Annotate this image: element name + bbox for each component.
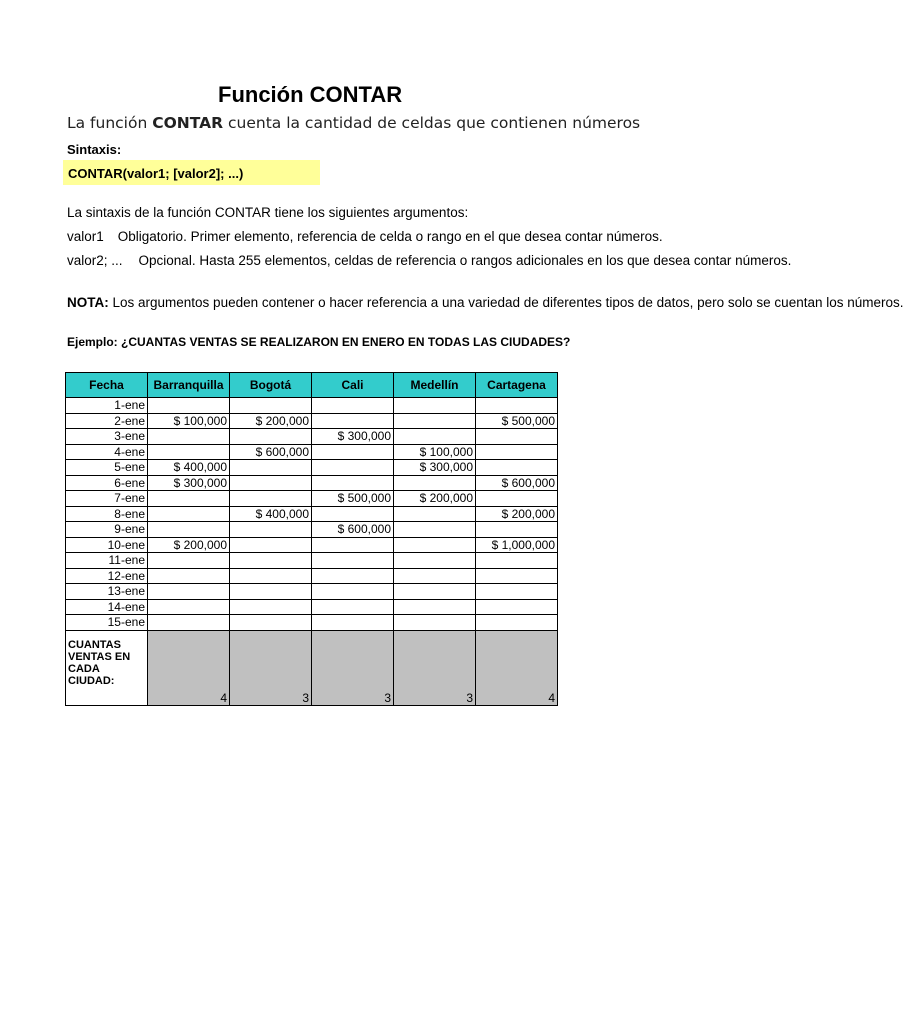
sales-cell[interactable] — [148, 553, 230, 569]
example-question: Ejemplo: ¿CUANTAS VENTAS SE REALIZARON EN ENERO EN TODAS LAS CIUDADES? — [67, 335, 571, 349]
table-row — [66, 491, 558, 507]
table-row — [66, 553, 558, 569]
totals-row — [66, 630, 558, 705]
sales-cell[interactable] — [312, 475, 394, 491]
totals-label: CUANTAS VENTAS EN CADA CIUDAD: — [66, 630, 148, 705]
date-cell[interactable]: 2-ene — [66, 413, 148, 429]
date-cell[interactable]: 11-ene — [66, 553, 148, 569]
sales-cell[interactable] — [394, 398, 476, 414]
sales-cell[interactable]: $ 400,000 — [148, 460, 230, 476]
sales-cell[interactable] — [476, 460, 558, 476]
header-medellin: Medellín — [394, 373, 476, 398]
sales-cell[interactable] — [312, 584, 394, 600]
date-cell[interactable]: 7-ene — [66, 491, 148, 507]
syntax-formula: CONTAR(valor1; [valor2]; ...) — [68, 166, 244, 181]
page-title: Función CONTAR — [218, 82, 403, 107]
sales-cell[interactable] — [230, 491, 312, 507]
sales-cell[interactable] — [230, 398, 312, 414]
sales-cell[interactable] — [394, 522, 476, 538]
sales-cell[interactable]: $ 600,000 — [312, 522, 394, 538]
sales-cell[interactable] — [148, 398, 230, 414]
sales-cell[interactable] — [394, 429, 476, 445]
date-cell[interactable]: 5-ene — [66, 460, 148, 476]
sales-cell[interactable]: $ 400,000 — [230, 506, 312, 522]
date-cell[interactable]: 14-ene — [66, 599, 148, 615]
sales-cell[interactable] — [476, 584, 558, 600]
date-cell[interactable]: 12-ene — [66, 568, 148, 584]
sales-cell[interactable]: $ 1,000,000 — [476, 537, 558, 553]
table-row — [66, 615, 558, 631]
sales-cell[interactable] — [476, 599, 558, 615]
sales-cell[interactable] — [312, 568, 394, 584]
sales-cell[interactable]: $ 500,000 — [476, 413, 558, 429]
count-cell[interactable]: 4 — [148, 630, 230, 705]
subtitle-pre: La función — [67, 114, 153, 132]
sales-cell[interactable] — [148, 615, 230, 631]
date-cell[interactable]: 13-ene — [66, 584, 148, 600]
sales-cell[interactable] — [394, 568, 476, 584]
sales-cell[interactable] — [476, 491, 558, 507]
table-row — [66, 522, 558, 538]
sales-cell[interactable] — [230, 568, 312, 584]
sales-cell[interactable] — [148, 568, 230, 584]
sales-cell[interactable] — [148, 522, 230, 538]
sales-cell[interactable]: $ 200,000 — [394, 491, 476, 507]
note-text: Los argumentos pueden contener o hacer referencia a una variedad de diferentes tipos de datos, pero solo se cuentan los números. — [108, 295, 904, 310]
sales-cell[interactable] — [312, 413, 394, 429]
sales-cell[interactable] — [312, 537, 394, 553]
header-barranquilla: Barranquilla — [148, 373, 230, 398]
sales-cell[interactable] — [476, 444, 558, 460]
sales-cell[interactable]: $ 300,000 — [394, 460, 476, 476]
date-cell[interactable]: 8-ene — [66, 506, 148, 522]
count-cell[interactable]: 3 — [394, 630, 476, 705]
sales-cell[interactable] — [148, 506, 230, 522]
note-label: NOTA: — [67, 295, 109, 310]
date-cell[interactable]: 9-ene — [66, 522, 148, 538]
date-cell[interactable]: 1-ene — [66, 398, 148, 414]
header-bogota: Bogotá — [230, 373, 312, 398]
table-row — [66, 568, 558, 584]
sales-cell[interactable] — [230, 584, 312, 600]
sales-cell[interactable]: $ 200,000 — [148, 537, 230, 553]
sales-cell[interactable] — [394, 475, 476, 491]
sales-cell[interactable]: $ 200,000 — [476, 506, 558, 522]
sales-cell[interactable]: $ 600,000 — [230, 444, 312, 460]
sales-cell[interactable] — [476, 553, 558, 569]
sales-cell[interactable] — [476, 522, 558, 538]
date-cell[interactable]: 6-ene — [66, 475, 148, 491]
sales-cell[interactable] — [312, 506, 394, 522]
sales-cell[interactable] — [148, 584, 230, 600]
subtitle-bold: CONTAR — [152, 114, 224, 132]
table-row — [66, 599, 558, 615]
sales-cell[interactable] — [230, 537, 312, 553]
arg1-name: valor1 — [67, 229, 104, 244]
sales-cell[interactable] — [312, 615, 394, 631]
sales-cell[interactable] — [312, 398, 394, 414]
table-row — [66, 584, 558, 600]
sales-cell[interactable] — [148, 429, 230, 445]
sales-cell[interactable] — [394, 584, 476, 600]
sales-cell[interactable] — [476, 398, 558, 414]
count-cell[interactable]: 3 — [230, 630, 312, 705]
note-line — [67, 295, 904, 310]
sales-cell[interactable] — [312, 599, 394, 615]
date-cell[interactable]: 4-ene — [66, 444, 148, 460]
sales-cell[interactable]: $ 100,000 — [394, 444, 476, 460]
syntax-label: Sintaxis: — [67, 142, 122, 157]
sales-cell[interactable] — [148, 491, 230, 507]
sales-cell[interactable] — [148, 599, 230, 615]
sales-cell[interactable]: $ 300,000 — [148, 475, 230, 491]
sales-cell[interactable] — [394, 413, 476, 429]
table-body — [66, 398, 558, 706]
sales-cell[interactable] — [394, 506, 476, 522]
sales-cell[interactable] — [230, 599, 312, 615]
count-cell[interactable]: 3 — [312, 630, 394, 705]
arg1-line — [67, 229, 663, 244]
subtitle — [67, 114, 640, 132]
sales-cell[interactable]: $ 500,000 — [312, 491, 394, 507]
sales-cell[interactable] — [230, 475, 312, 491]
sales-cell[interactable] — [394, 615, 476, 631]
arg2-desc: Opcional. Hasta 255 elementos, celdas de referencia o rangos adicionales en los que desea contar números. — [138, 253, 792, 268]
intro-text: La sintaxis de la función CONTAR tiene los siguientes argumentos: — [67, 205, 469, 220]
date-cell[interactable]: 15-ene — [66, 615, 148, 631]
sales-cell[interactable] — [394, 537, 476, 553]
table-header-row — [66, 373, 558, 398]
sales-cell[interactable] — [230, 615, 312, 631]
sales-cell[interactable] — [312, 444, 394, 460]
table-row — [66, 398, 558, 414]
sales-cell[interactable] — [476, 568, 558, 584]
arg2-line — [67, 253, 792, 268]
sales-cell[interactable] — [230, 429, 312, 445]
table-row — [66, 429, 558, 445]
sales-cell[interactable] — [394, 599, 476, 615]
arg2-name: valor2; ... — [67, 253, 123, 268]
header-fecha: Fecha — [66, 373, 148, 398]
sales-cell[interactable] — [312, 553, 394, 569]
sales-cell[interactable] — [394, 553, 476, 569]
header-cali: Cali — [312, 373, 394, 398]
subtitle-post: cuenta la cantidad de celdas que contienen números — [223, 114, 641, 132]
sales-cell[interactable] — [476, 615, 558, 631]
sales-cell[interactable] — [148, 444, 230, 460]
table-row — [66, 413, 558, 429]
sales-cell[interactable]: $ 200,000 — [230, 413, 312, 429]
sales-cell[interactable] — [312, 460, 394, 476]
table-row — [66, 444, 558, 460]
date-cell[interactable]: 3-ene — [66, 429, 148, 445]
table-row — [66, 506, 558, 522]
sales-cell[interactable] — [230, 460, 312, 476]
sales-cell[interactable] — [230, 522, 312, 538]
table-row — [66, 475, 558, 491]
table-row — [66, 537, 558, 553]
sales-table — [65, 372, 558, 706]
sales-cell[interactable] — [476, 429, 558, 445]
date-cell[interactable]: 10-ene — [66, 537, 148, 553]
count-cell[interactable]: 4 — [476, 630, 558, 705]
sales-cell[interactable]: $ 300,000 — [312, 429, 394, 445]
sales-cell[interactable]: $ 100,000 — [148, 413, 230, 429]
header-cartagena: Cartagena — [476, 373, 558, 398]
arg1-desc: Obligatorio. Primer elemento, referencia de celda o rango en el que desea contar números. — [117, 229, 663, 244]
sales-cell[interactable]: $ 600,000 — [476, 475, 558, 491]
sales-cell[interactable] — [230, 553, 312, 569]
table-row — [66, 460, 558, 476]
